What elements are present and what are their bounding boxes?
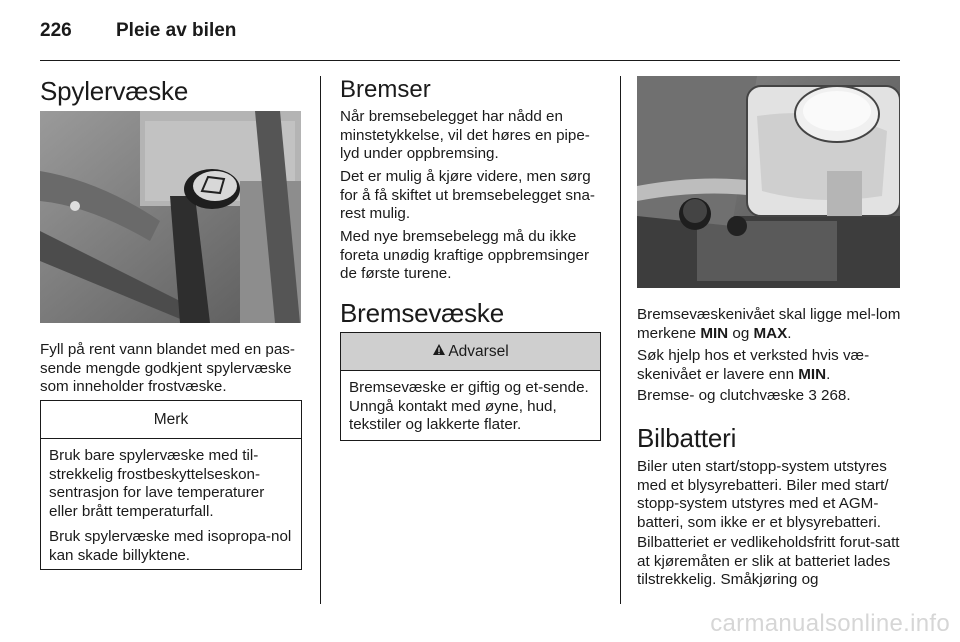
brake-clutch-fluid-label: Bremse- og clutchvæske [637,387,809,404]
warning-header [341,333,600,371]
page-reference-arrow-icon[interactable]: 3 [808,387,817,404]
page-reference-number: 268. [816,387,851,404]
battery-heading: Bilbatteri [637,423,737,453]
header-rule [40,60,900,61]
min-mark-2: MIN [798,365,827,383]
note-box [40,400,302,570]
note-paragraph-1: Bruk bare spylervæske med til-strekkelig frostbeskyttelseskon-sentrasjon for lave temperaturer eller brått temperaturfall. [49,447,265,520]
washer-fluid-photo [40,111,301,323]
note-paragraph-2: Bruk spylervæske med isopropa-nol kan skade billyktene. [49,528,292,564]
column-divider-1 [320,76,321,604]
warning-box [340,332,601,441]
battery-paragraph-2: Bilbatteriet er vedlikeholdsfritt forut-satt at kjøremåten er slik at batteriet lades tilstrekkelig. Småkjøring og [637,534,900,588]
note-title: Merk [41,401,301,439]
brakes-paragraph-2: Det er mulig å kjøre videre, men sørg for å få skiftet ut bremsebelegget sna-rest mulig. [340,168,595,222]
workshop-help-text-part: Søk hjelp hos et verksted hvis væ-skenivået er lavere enn [637,347,870,383]
washer-fluid-body: Fyll på rent vann blandet med en pas-sende mengde godkjent spylervæske som inneholder frostvæske. [40,341,295,395]
chapter-title: Pleie av bilen [116,20,237,41]
workshop-help-text [637,347,902,384]
warning-title: Advarsel [448,342,509,360]
warning-body: Bremsevæske er giftig og et-sende. Unngå kontakt med øyne, hud, tekstiler og lakkerte flater. [349,379,589,433]
warning-triangle-icon [432,343,446,361]
period: . [787,324,792,342]
battery-paragraph-1: Biler uten start/stopp-system utstyres med et blysyrebatteri. Biler med start/ stopp-system utstyres med et AGM-batteri, som ikke er et blysyrebatteri. [637,458,889,531]
and-text: og [728,324,754,342]
brakes-paragraph-1: Når bremsebelegget har nådd en minstetykkelse, vil det høres en pipe-lyd under oppbremsing. [340,108,590,162]
page-number: 226 [40,20,72,41]
watermark: carmanualsonline.info [710,610,950,637]
min-mark: MIN [700,324,729,342]
brakes-heading: Bremser [340,76,431,103]
max-mark: MAX [753,324,788,342]
brake-clutch-fluid-reference [637,387,902,406]
washer-fluid-heading: Spylervæske [40,76,189,106]
period-2: . [826,365,831,383]
brakes-paragraph-3: Med nye bremsebelegg må du ikke foreta unødig kraftige oppbremsinger de første turene. [340,228,590,282]
brake-fluid-level-text-part: Bremsevæskenivået skal ligge mel-lom merkene [637,306,901,342]
brake-fluid-level-text [637,306,902,343]
brake-fluid-reservoir-photo [637,76,900,288]
brake-fluid-heading: Bremsevæske [340,298,504,328]
column-divider-2 [620,76,621,604]
